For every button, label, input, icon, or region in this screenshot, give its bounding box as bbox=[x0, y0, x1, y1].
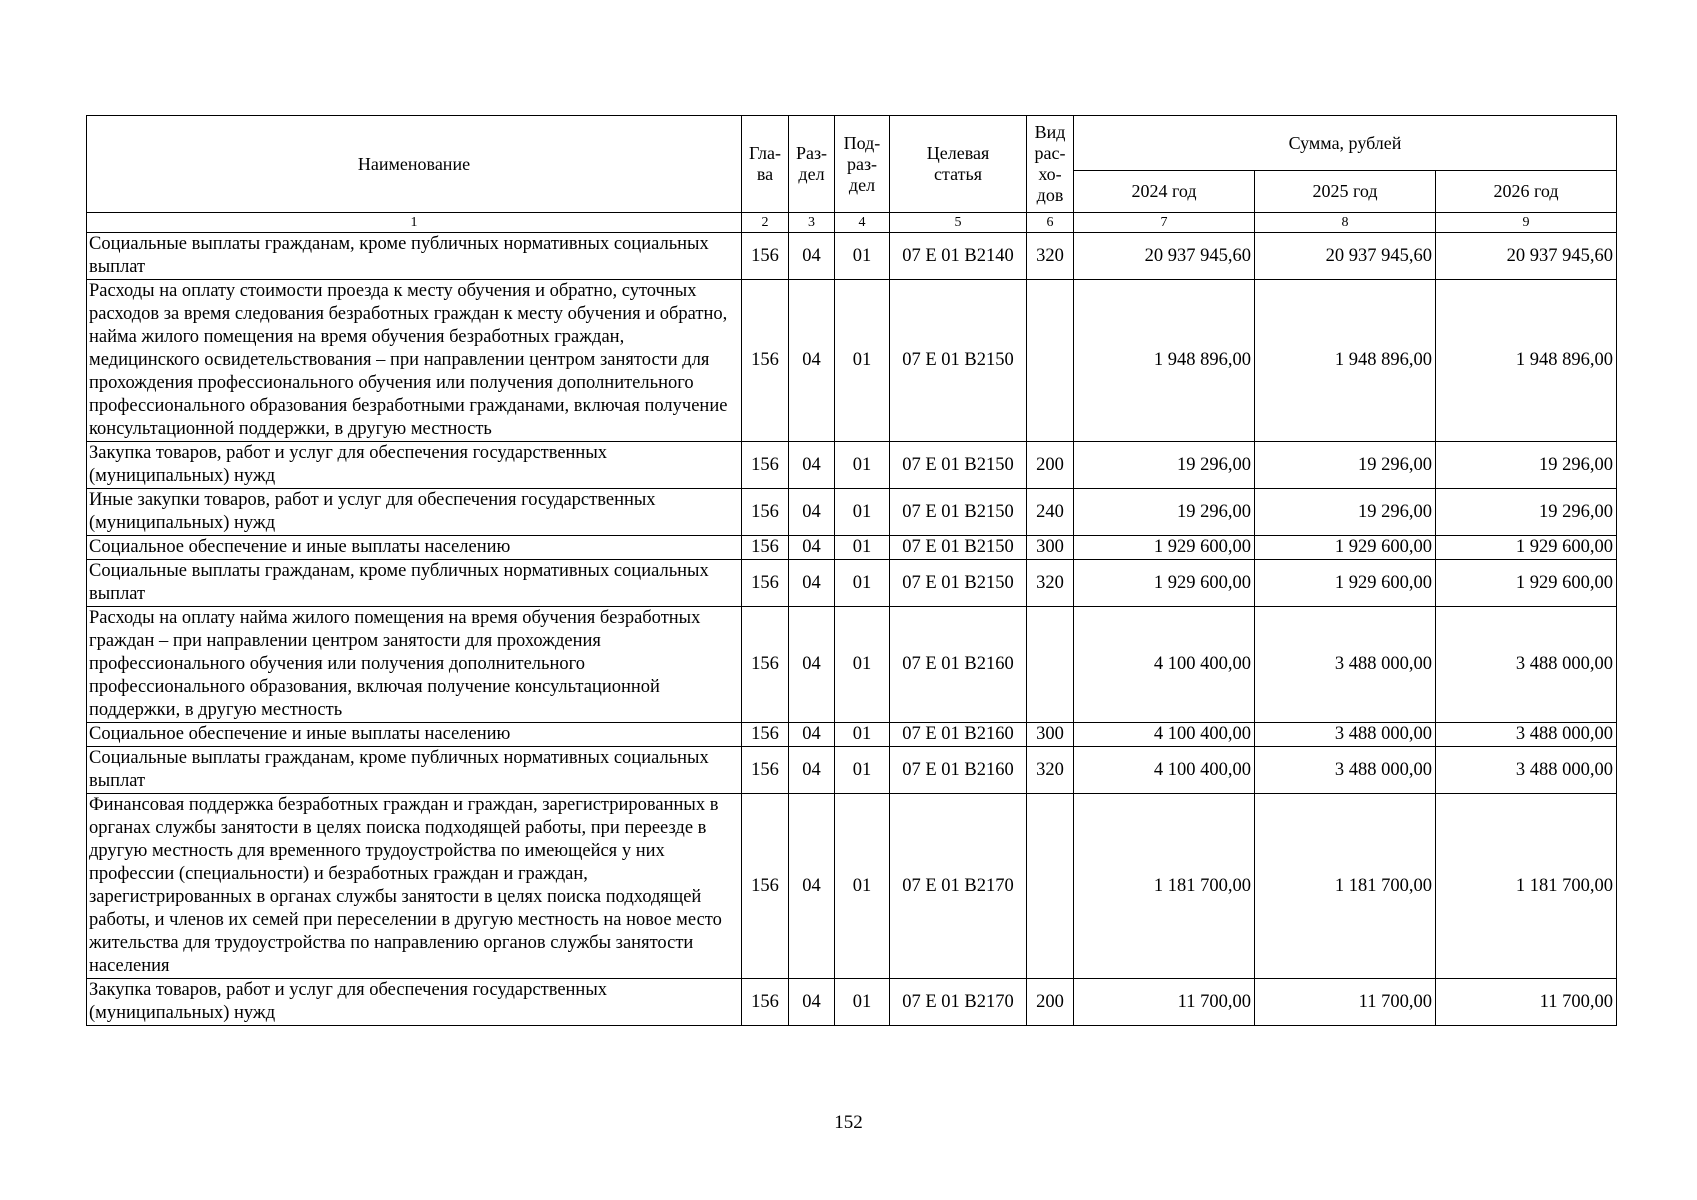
cell-celevaya: 07 Е 01 В2160 bbox=[890, 607, 1027, 723]
table-row bbox=[87, 233, 1617, 280]
cell-podrazdel: 01 bbox=[835, 723, 890, 747]
cell-amount-2025: 1 929 600,00 bbox=[1255, 536, 1436, 560]
cell-vid: 300 bbox=[1027, 723, 1074, 747]
cell-celevaya: 07 Е 01 В2150 bbox=[890, 560, 1027, 607]
cell-name: Социальные выплаты гражданам, кроме публичных нормативных социальных выплат bbox=[87, 747, 742, 794]
cell-amount-2025: 20 937 945,60 bbox=[1255, 233, 1436, 280]
cell-amount-2024: 19 296,00 bbox=[1074, 489, 1255, 536]
cell-name: Финансовая поддержка безработных граждан и граждан, зарегистрированных в органах службы занятости в целях поиска подходящей работы, при переезде в другую местность для временного трудоустройства по имеющейся у них профессии (специальности) и безработных граждан и граждан, зарегистрированных в органах службы занятости в целях поиска подходящей работы, и членов их семей при переселении в другую местность на новое место жительства для трудоустройства по направлению органов службы занятости населения bbox=[87, 794, 742, 979]
cell-vid: 200 bbox=[1027, 442, 1074, 489]
table-row bbox=[87, 607, 1617, 723]
cell-vid: 320 bbox=[1027, 747, 1074, 794]
budget-table bbox=[86, 115, 1617, 1026]
cell-amount-2026: 3 488 000,00 bbox=[1436, 723, 1617, 747]
cell-amount-2026: 19 296,00 bbox=[1436, 489, 1617, 536]
cell-glava: 156 bbox=[742, 607, 789, 723]
cell-podrazdel: 01 bbox=[835, 489, 890, 536]
cell-amount-2024: 19 296,00 bbox=[1074, 442, 1255, 489]
column-number: 6 bbox=[1027, 213, 1074, 233]
cell-glava: 156 bbox=[742, 536, 789, 560]
cell-podrazdel: 01 bbox=[835, 607, 890, 723]
cell-celevaya: 07 Е 01 В2140 bbox=[890, 233, 1027, 280]
cell-razdel: 04 bbox=[789, 723, 835, 747]
cell-amount-2025: 1 181 700,00 bbox=[1255, 794, 1436, 979]
cell-vid: 320 bbox=[1027, 233, 1074, 280]
header-year-2026: 2026 год bbox=[1436, 171, 1617, 213]
header-summa: Сумма, рублей bbox=[1074, 116, 1617, 171]
cell-vid: 320 bbox=[1027, 560, 1074, 607]
cell-amount-2025: 19 296,00 bbox=[1255, 489, 1436, 536]
column-number: 2 bbox=[742, 213, 789, 233]
cell-amount-2024: 1 948 896,00 bbox=[1074, 280, 1255, 442]
cell-glava: 156 bbox=[742, 280, 789, 442]
cell-amount-2024: 4 100 400,00 bbox=[1074, 747, 1255, 794]
cell-celevaya: 07 Е 01 В2160 bbox=[890, 747, 1027, 794]
table-header bbox=[87, 116, 1617, 233]
cell-vid bbox=[1027, 280, 1074, 442]
cell-amount-2025: 3 488 000,00 bbox=[1255, 607, 1436, 723]
cell-glava: 156 bbox=[742, 442, 789, 489]
cell-amount-2026: 3 488 000,00 bbox=[1436, 607, 1617, 723]
cell-vid bbox=[1027, 607, 1074, 723]
cell-vid: 300 bbox=[1027, 536, 1074, 560]
header-vid: Вид рас- хо- дов bbox=[1027, 116, 1074, 213]
cell-celevaya: 07 Е 01 В2150 bbox=[890, 489, 1027, 536]
cell-razdel: 04 bbox=[789, 607, 835, 723]
cell-name: Закупка товаров, работ и услуг для обеспечения государственных (муниципальных) нужд bbox=[87, 979, 742, 1026]
cell-amount-2024: 11 700,00 bbox=[1074, 979, 1255, 1026]
cell-podrazdel: 01 bbox=[835, 442, 890, 489]
cell-glava: 156 bbox=[742, 979, 789, 1026]
cell-glava: 156 bbox=[742, 560, 789, 607]
cell-glava: 156 bbox=[742, 747, 789, 794]
cell-glava: 156 bbox=[742, 489, 789, 536]
header-glava: Гла- ва bbox=[742, 116, 789, 213]
table-row bbox=[87, 536, 1617, 560]
column-number: 7 bbox=[1074, 213, 1255, 233]
column-number-row bbox=[87, 213, 1617, 233]
cell-amount-2025: 1 948 896,00 bbox=[1255, 280, 1436, 442]
cell-celevaya: 07 Е 01 В2170 bbox=[890, 794, 1027, 979]
cell-amount-2026: 1 181 700,00 bbox=[1436, 794, 1617, 979]
cell-celevaya: 07 Е 01 В2150 bbox=[890, 536, 1027, 560]
cell-name: Социальные выплаты гражданам, кроме публичных нормативных социальных выплат bbox=[87, 560, 742, 607]
column-number: 9 bbox=[1436, 213, 1617, 233]
table-body bbox=[87, 233, 1617, 1026]
table-row bbox=[87, 280, 1617, 442]
cell-razdel: 04 bbox=[789, 489, 835, 536]
header-razdel: Раз- дел bbox=[789, 116, 835, 213]
cell-amount-2024: 1 929 600,00 bbox=[1074, 560, 1255, 607]
cell-podrazdel: 01 bbox=[835, 536, 890, 560]
column-number: 1 bbox=[87, 213, 742, 233]
table-row bbox=[87, 794, 1617, 979]
cell-amount-2024: 4 100 400,00 bbox=[1074, 723, 1255, 747]
cell-razdel: 04 bbox=[789, 979, 835, 1026]
cell-amount-2026: 1 929 600,00 bbox=[1436, 560, 1617, 607]
cell-razdel: 04 bbox=[789, 280, 835, 442]
cell-razdel: 04 bbox=[789, 560, 835, 607]
cell-name: Социальное обеспечение и иные выплаты населению bbox=[87, 536, 742, 560]
cell-name: Закупка товаров, работ и услуг для обеспечения государственных (муниципальных) нужд bbox=[87, 442, 742, 489]
cell-amount-2026: 1 929 600,00 bbox=[1436, 536, 1617, 560]
table-row bbox=[87, 442, 1617, 489]
cell-podrazdel: 01 bbox=[835, 794, 890, 979]
cell-celevaya: 07 Е 01 В2170 bbox=[890, 979, 1027, 1026]
cell-name: Иные закупки товаров, работ и услуг для обеспечения государственных (муниципальных) нужд bbox=[87, 489, 742, 536]
page-number: 152 bbox=[834, 1112, 863, 1133]
table-row bbox=[87, 723, 1617, 747]
cell-celevaya: 07 Е 01 В2150 bbox=[890, 442, 1027, 489]
column-number: 3 bbox=[789, 213, 835, 233]
cell-amount-2025: 3 488 000,00 bbox=[1255, 723, 1436, 747]
header-year-2025: 2025 год bbox=[1255, 171, 1436, 213]
header-celevaya: Целевая статья bbox=[890, 116, 1027, 213]
cell-name: Расходы на оплату стоимости проезда к месту обучения и обратно, суточных расходов за время следования безработных граждан к месту обучения и обратно, найма жилого помещения на время обучения безработных граждан, медицинского освидетельствования – при направлении центром занятости для прохождения профессионального обучения или получения дополнительного профессионального образования безработными гражданами, включая получение консультационной поддержки, в другую местность bbox=[87, 280, 742, 442]
cell-vid bbox=[1027, 794, 1074, 979]
cell-razdel: 04 bbox=[789, 536, 835, 560]
cell-name: Социальное обеспечение и иные выплаты населению bbox=[87, 723, 742, 747]
table-row bbox=[87, 979, 1617, 1026]
cell-amount-2026: 11 700,00 bbox=[1436, 979, 1617, 1026]
cell-amount-2026: 1 948 896,00 bbox=[1436, 280, 1617, 442]
table-row bbox=[87, 747, 1617, 794]
cell-amount-2024: 4 100 400,00 bbox=[1074, 607, 1255, 723]
cell-podrazdel: 01 bbox=[835, 979, 890, 1026]
cell-amount-2026: 20 937 945,60 bbox=[1436, 233, 1617, 280]
cell-amount-2025: 19 296,00 bbox=[1255, 442, 1436, 489]
cell-razdel: 04 bbox=[789, 794, 835, 979]
cell-glava: 156 bbox=[742, 723, 789, 747]
cell-name: Расходы на оплату найма жилого помещения на время обучения безработных граждан – при направлении центром занятости для прохождения профессионального обучения или получения дополнительного профессионального образования, включая получение консультационной поддержки, в другую местность bbox=[87, 607, 742, 723]
header-name: Наименование bbox=[87, 116, 742, 213]
cell-razdel: 04 bbox=[789, 442, 835, 489]
column-number: 4 bbox=[835, 213, 890, 233]
header-podrazdel: Под- раз- дел bbox=[835, 116, 890, 213]
header-year-2024: 2024 год bbox=[1074, 171, 1255, 213]
table-row bbox=[87, 560, 1617, 607]
cell-amount-2025: 11 700,00 bbox=[1255, 979, 1436, 1026]
cell-podrazdel: 01 bbox=[835, 233, 890, 280]
cell-celevaya: 07 Е 01 В2150 bbox=[890, 280, 1027, 442]
cell-podrazdel: 01 bbox=[835, 560, 890, 607]
cell-razdel: 04 bbox=[789, 747, 835, 794]
cell-razdel: 04 bbox=[789, 233, 835, 280]
column-number: 5 bbox=[890, 213, 1027, 233]
cell-podrazdel: 01 bbox=[835, 280, 890, 442]
cell-vid: 240 bbox=[1027, 489, 1074, 536]
cell-glava: 156 bbox=[742, 794, 789, 979]
cell-podrazdel: 01 bbox=[835, 747, 890, 794]
cell-amount-2024: 20 937 945,60 bbox=[1074, 233, 1255, 280]
cell-amount-2026: 19 296,00 bbox=[1436, 442, 1617, 489]
cell-amount-2024: 1 181 700,00 bbox=[1074, 794, 1255, 979]
column-number: 8 bbox=[1255, 213, 1436, 233]
cell-glava: 156 bbox=[742, 233, 789, 280]
cell-name: Социальные выплаты гражданам, кроме публичных нормативных социальных выплат bbox=[87, 233, 742, 280]
cell-vid: 200 bbox=[1027, 979, 1074, 1026]
table-row bbox=[87, 489, 1617, 536]
cell-amount-2025: 3 488 000,00 bbox=[1255, 747, 1436, 794]
cell-amount-2026: 3 488 000,00 bbox=[1436, 747, 1617, 794]
cell-celevaya: 07 Е 01 В2160 bbox=[890, 723, 1027, 747]
cell-amount-2025: 1 929 600,00 bbox=[1255, 560, 1436, 607]
cell-amount-2024: 1 929 600,00 bbox=[1074, 536, 1255, 560]
